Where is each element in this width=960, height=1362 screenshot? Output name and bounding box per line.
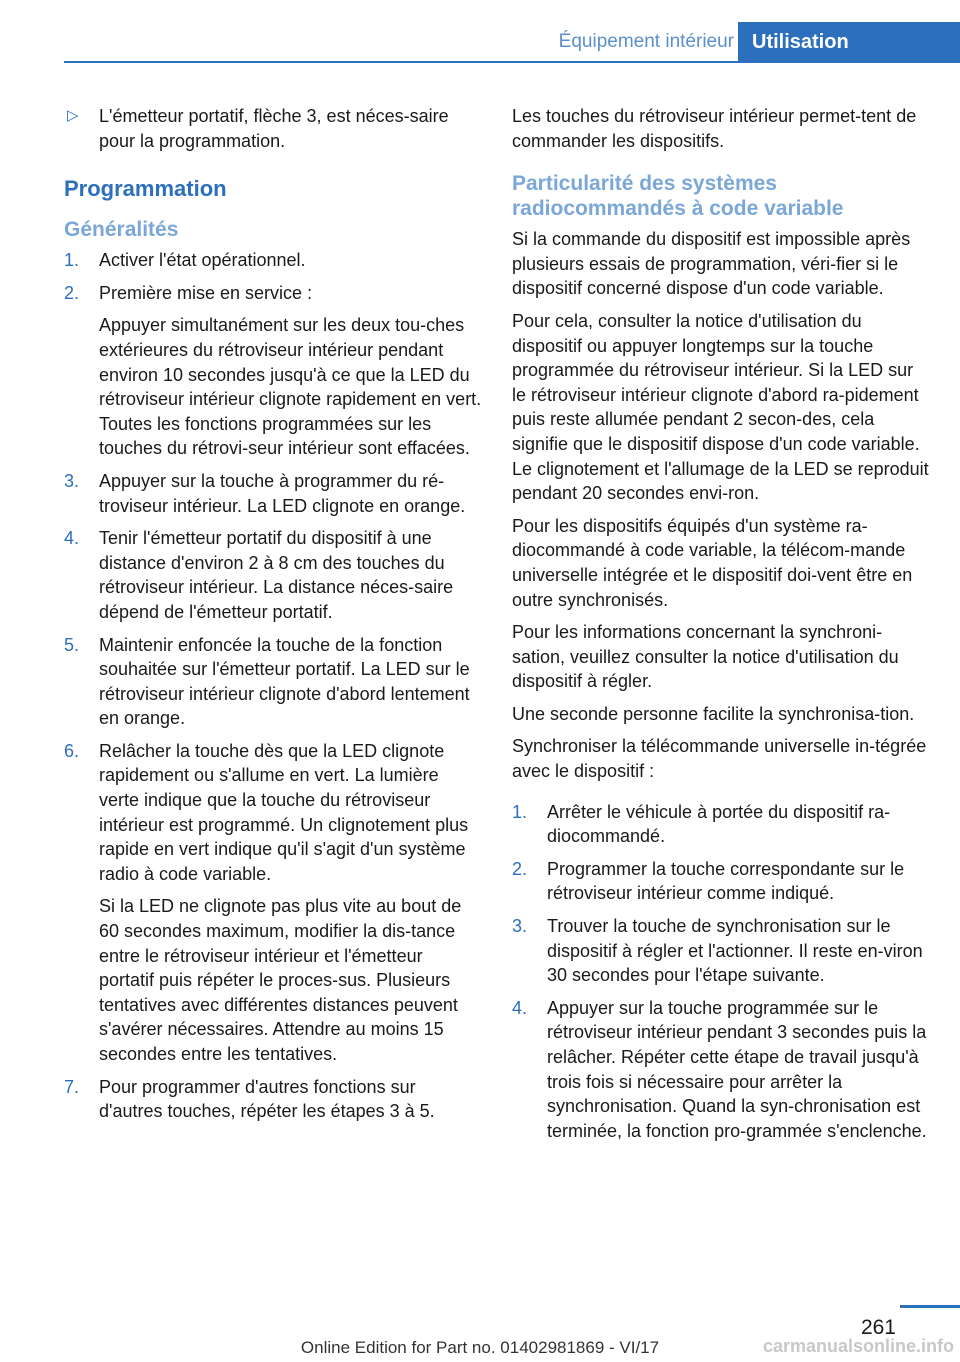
step-number: 2.	[64, 282, 80, 303]
header-section-title: Équipement intérieur	[558, 31, 734, 52]
step-text: Appuyer sur la touche programmée sur le rétroviseur intérieur pendant 3 secondes puis la relâcher. Répéter cette étape de travail jusqu'à trois fois si nécessaire pour arrêter la synchronisation. Quand la syn‐chronisation est terminée, la fonction pro‐grammée s'enclenche.	[547, 997, 927, 1141]
paragraph: Pour les dispositifs équipés d'un système ra‐diocommandé à code variable, la télécom‐mande universelle intégrée et le dispositif doi‐vent être en outre synchronisés.	[512, 515, 913, 610]
heading-generalites: Généralités	[64, 218, 179, 242]
paragraph: Une seconde personne facilite la synchronisa‐tion.	[512, 703, 915, 724]
footer-rule	[900, 1305, 960, 1308]
step-item	[64, 526, 482, 624]
step-text: Pour programmer d'autres fonctions sur d'autres touches, répéter les étapes 3 à 5.	[99, 1076, 435, 1122]
step-number: 3.	[512, 916, 528, 937]
step-item	[64, 633, 482, 731]
step-number: 4.	[512, 997, 528, 1018]
step-number: 1.	[64, 250, 80, 271]
step-item	[64, 739, 482, 1067]
step-number: 7.	[64, 1076, 80, 1097]
synchronization-steps	[512, 800, 930, 1144]
step-subtext: Appuyer simultanément sur les deux tou‐ches extérieures du rétroviseur intérieur pendant environ 10 secondes jusqu'à ce que la LED du rétroviseur intérieur clignote rapidement en vert. Toutes les fonctions programmées sur les touches du rétrovi‐seur intérieur sont effacées.	[99, 315, 482, 459]
bullet-note-text: L'émetteur portatif, flèche 3, est néces‐saire pour la programmation.	[99, 106, 449, 151]
step-text: Maintenir enfoncée la touche de la fonction souhaitée sur l'émetteur portatif. La LED sur le rétroviseur intérieur clignote d'abord lentement en orange.	[99, 634, 470, 729]
left-column	[64, 104, 482, 1132]
step-number: 5.	[64, 634, 80, 655]
step-item	[64, 281, 482, 461]
step-text: Tenir l'émetteur portatif du dispositif à une distance d'environ 2 à 8 cm des touches du rétroviseur intérieur. La distance néces‐saire dépend de l'émetteur portatif.	[99, 528, 454, 622]
right-column	[512, 104, 930, 1151]
page-header	[0, 22, 960, 62]
step-text: Activer l'état opérationnel.	[99, 250, 306, 271]
step-number: 4.	[64, 528, 80, 549]
heading-particularite: Particularité des systèmes radiocommandés à code variable	[512, 172, 844, 221]
step-item	[512, 914, 930, 988]
header-chapter-tab: Utilisation	[738, 22, 960, 62]
paragraph: Si la commande du dispositif est impossible après plusieurs essais de programmation, véri‐fier si le dispositif concerné dispose d'un code variable.	[512, 229, 911, 299]
paragraph: Pour cela, consulter la notice d'utilisation du dispositif ou appuyer longtemps sur la touche programmée du rétroviseur intérieur. Si la LED sur le rétroviseur intérieur clignote d'abord ra‐pidement puis reste allumée pendant 2 secon‐des, cela signifie que le dispositif dispose d'un code variable. Le clignotement et l'allumage de la LED se reproduit pendant 20 secondes envi‐ron.	[512, 310, 929, 504]
step-number: 6.	[64, 740, 80, 761]
triangle-bullet-icon: ▷	[67, 107, 79, 124]
step-text: Appuyer sur la touche à programmer du ré‐troviseur intérieur. La LED clignote en orange.	[99, 470, 466, 516]
heading-programmation: Programmation	[64, 176, 227, 202]
bullet-note	[64, 104, 482, 153]
paragraph: Synchroniser la télécommande universelle in‐tégrée avec le dispositif :	[512, 736, 927, 782]
step-number: 1.	[512, 801, 528, 822]
step-number: 2.	[512, 858, 528, 879]
paragraph: Pour les informations concernant la synchroni‐sation, veuillez consulter la notice d'utilisation du dispositif à régler.	[512, 622, 899, 692]
header-rule	[64, 61, 960, 63]
step-text: Première mise en service :	[99, 282, 313, 303]
step-item	[64, 469, 482, 518]
edition-footer: Online Edition for Part no. 01402981869 - VI/17	[300, 1338, 660, 1357]
step-item	[512, 857, 930, 906]
step-item	[512, 996, 930, 1144]
watermark: carmanualsonline.info	[762, 1336, 954, 1356]
step-item	[64, 248, 482, 273]
step-item	[64, 1075, 482, 1124]
step-text: Programmer la touche correspondante sur le rétroviseur intérieur comme indiqué.	[547, 858, 905, 904]
page-number: 261	[860, 1316, 896, 1339]
step-text: Trouver la touche de synchronisation sur le dispositif à régler et l'actionner. Il reste en‐viron 30 secondes pour l'étape suivante.	[547, 916, 923, 986]
intro-paragraph: Les touches du rétroviseur intérieur permet‐tent de commander les dispositifs.	[512, 106, 917, 151]
step-text: Relâcher la touche dès que la LED clignote rapidement ou s'allume en vert. La lumière verte indique que la touche du rétroviseur intérieur est programmé. Un clignotement plus rapide en vert indique qu'il s'agit d'un système radio à code variable.	[99, 740, 469, 884]
step-text: Arrêter le véhicule à portée du dispositif ra‐diocommandé.	[547, 801, 891, 847]
step-number: 3.	[64, 470, 80, 491]
step-item	[512, 800, 930, 849]
step-subtext: Si la LED ne clignote pas plus vite au bout de 60 secondes maximum, modifier la dis‐tance entre le rétroviseur intérieur et l'émetteur portatif puis répéter le proces‐sus. Plusieurs tentatives avec différentes distances peuvent s'avérer nécessaires. Attendre au moins 15 secondes entre les tentatives.	[99, 896, 462, 1064]
programming-steps	[64, 248, 482, 1124]
